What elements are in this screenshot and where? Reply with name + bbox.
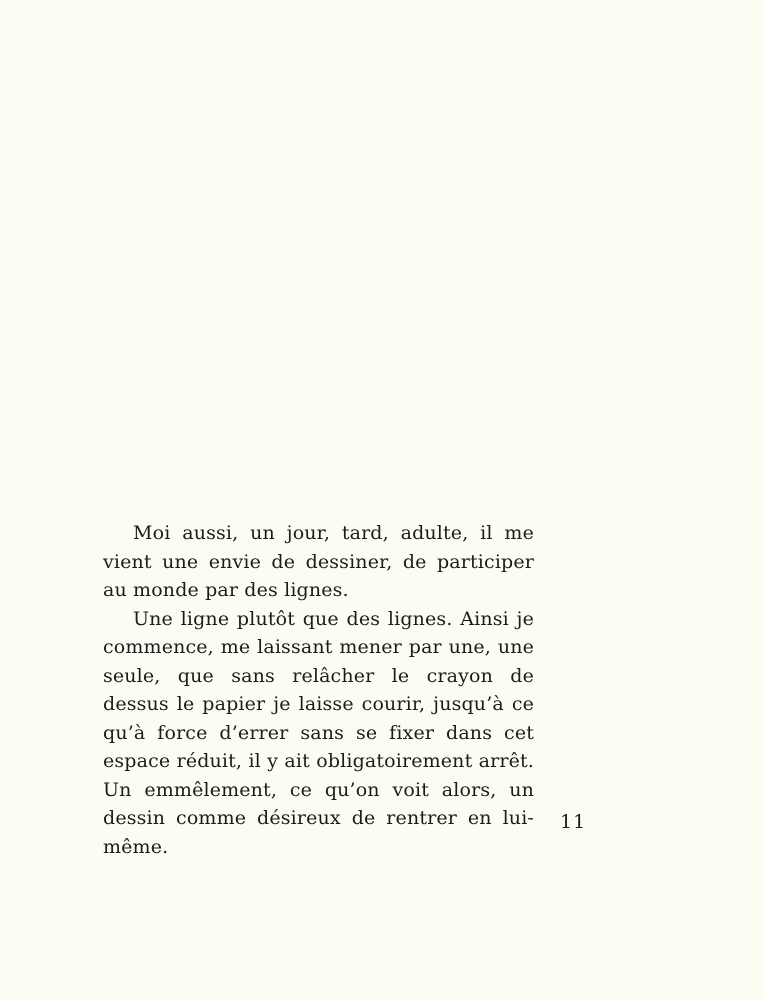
paragraph-2: Une ligne plutôt que des lignes. Ainsi je commence, me laissant mener par une, une seule, que sans relâcher le crayon de dessus le papier je laisse courir, jusqu’à ce qu’à force d’errer sans se fixer dans cet espace réduit, il y ait obligatoirement arrêt. Un emmêlement, ce qu’on voit alors, un dessin comme désireux de rentrer en lui-même. xyxy=(103,607,534,858)
body-text xyxy=(103,519,534,861)
page-number: 11 xyxy=(560,811,587,833)
paragraph-1: Moi aussi, un jour, tard, adulte, il me vient une envie de dessiner, de participer au monde par des lignes. xyxy=(103,522,534,601)
